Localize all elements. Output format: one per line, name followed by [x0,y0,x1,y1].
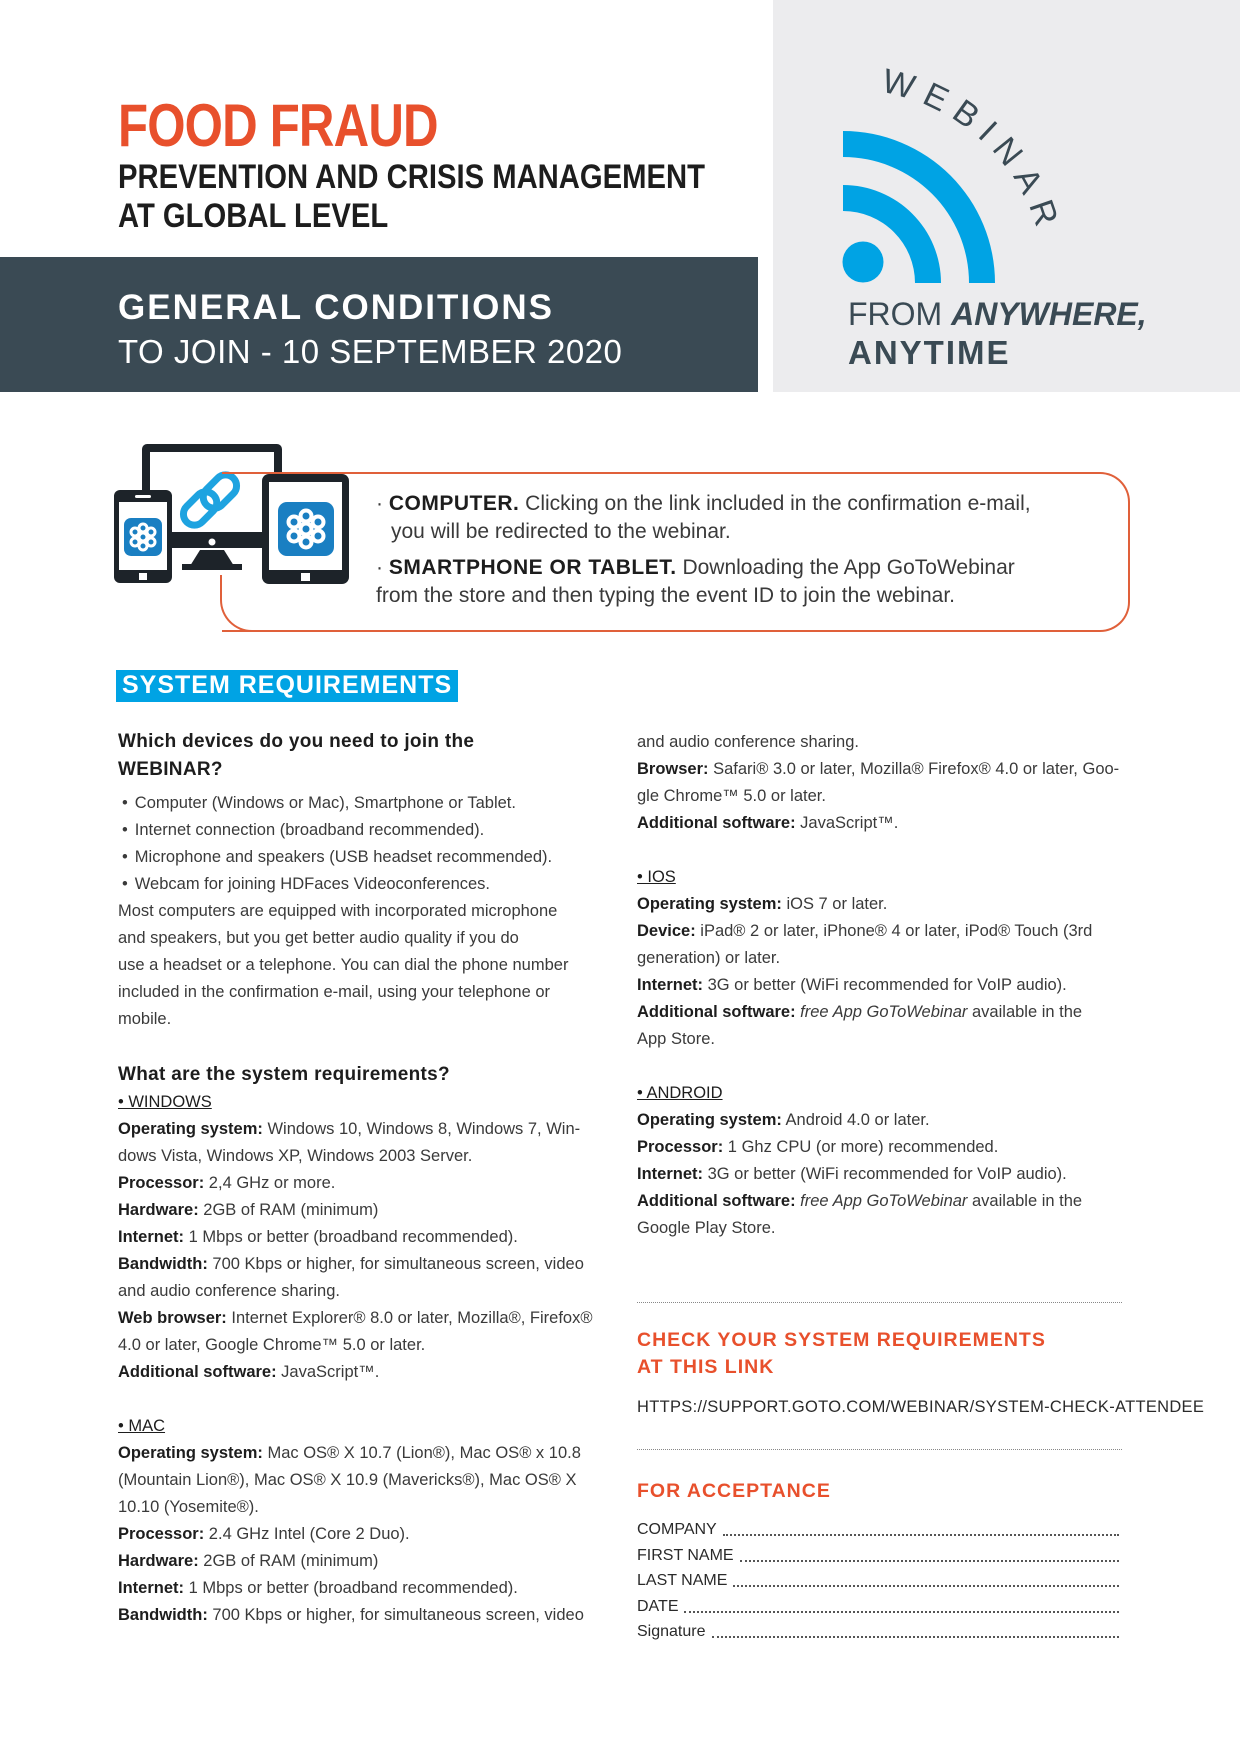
signature-field[interactable] [637,1619,1119,1645]
acceptance-heading: FOR ACCEPTANCE [637,1480,831,1502]
windows-processor [118,1170,598,1197]
devices-note-4: included in the confirmation e-mail, using your telephone or [118,983,550,1001]
requirements-left-column [118,728,598,1629]
signature-fill-line[interactable] [712,1619,1120,1638]
windows-bandwidth-value-1: 700 Kbps or higher, for simultaneous screen, video [207,1255,584,1273]
conditions-title: GENERAL CONDITIONS [118,288,554,327]
conditions-subtitle: TO JOIN - 10 SEPTEMBER 2020 [118,333,623,370]
mac-hardware-value: 2GB of RAM (minimum) [198,1552,379,1570]
mac-os-value-2: (Mountain Lion®), Mac OS® X 10.9 (Mavericks®), Mac OS® X [118,1471,577,1489]
devices-note-5: mobile. [118,1010,172,1028]
company-label: COMPANY [637,1521,717,1538]
mac-os-value-1: Mac OS® X 10.7 (Lion®), Mac OS® x 10.8 [262,1444,581,1462]
android-processor-label: Processor: [637,1138,724,1156]
devices-list [118,790,598,898]
first-name-label: FIRST NAME [637,1546,734,1564]
company-field[interactable] [637,1517,1119,1543]
join-mobile: · SMARTPHONE OR TABLET. Downloading the App GoToWebinar from the store and then typing the event ID to join the webinar. [376,556,1015,607]
windows-browser-value-1: Internet Explorer® 8.0 or later, Mozilla®, Firefox® [226,1309,593,1327]
join-mobile-label: SMARTPHONE OR TABLET. [388,556,677,579]
mac-software-value: JavaScript™. [795,814,899,832]
tagline-line-1 [848,298,1147,332]
mac-bandwidth [118,1602,598,1629]
windows-hardware-value: 2GB of RAM (minimum) [198,1201,379,1219]
windows-software [118,1359,598,1386]
mac-browser-label: Browser: [637,760,709,778]
mac-processor [118,1521,598,1548]
devices-note-2: and speakers, but you get better audio quality if you do [118,929,519,947]
event-subtitle-line-2: AT GLOBAL LEVEL [118,197,389,235]
join-computer-text-2: you will be redirected to the webinar. [391,520,731,543]
date-fill-line[interactable] [684,1594,1119,1613]
join-computer: · COMPUTER. Clicking on the link included in the confirmation e-mail, you will be redirected to the webinar. [376,492,1031,543]
windows-hardware-label: Hardware: [118,1201,199,1219]
ios-device [637,918,1122,945]
android-processor [637,1134,1122,1161]
check-title-2: AT THIS LINK [637,1356,775,1378]
ios-internet [637,972,1122,999]
device-item: • Microphone and speakers (USB headset recommended). [134,844,598,871]
ios-internet-value: 3G or better (WiFi recommended for VoIP audio). [703,976,1067,994]
join-computer-text-1: Clicking on the link included in the confirmation e-mail, [519,492,1031,515]
windows-bandwidth [118,1251,598,1278]
android-internet [637,1161,1122,1188]
join-computer-label: COMPUTER. [388,492,520,515]
first-name-fill-line[interactable] [740,1543,1119,1562]
android-os [637,1107,1122,1134]
android-os-label: Operating system: [637,1111,782,1129]
windows-bandwidth-label: Bandwidth: [118,1255,208,1273]
requirements-heading: What are the system requirements? [118,1064,450,1085]
last-name-field[interactable] [637,1568,1119,1594]
windows-browser-label: Web browser: [118,1309,227,1327]
android-software-label: Additional software: [637,1192,796,1210]
mac-hardware-label: Hardware: [118,1552,199,1570]
android-software-value-2: Google Play Store. [637,1219,776,1237]
mac-bandwidth-value-1: 700 Kbps or higher, for simultaneous screen, video [207,1606,584,1624]
windows-os-value-1: Windows 10, Windows 8, Windows 7, Win- [262,1120,581,1138]
windows-os-label: Operating system: [118,1120,263,1138]
android-internet-label: Internet: [637,1165,703,1183]
android-title: • ANDROID [637,1084,723,1102]
last-name-label: LAST NAME [637,1572,728,1589]
ios-device-label: Device: [637,922,696,940]
android-software-value-1: available in the [967,1192,1083,1210]
devices-note-1: Most computers are equipped with incorporated microphone [118,902,558,920]
last-name-fill-line[interactable] [733,1568,1119,1587]
device-item: • Computer (Windows or Mac), Smartphone or Tablet. [134,790,598,817]
ios-software [637,999,1122,1026]
devices-heading-2: WEBINAR? [118,759,223,780]
ios-device-value-2: generation) or later. [637,949,781,967]
smartphone-icon [114,490,172,583]
ios-software-value-2: App Store. [637,1030,715,1048]
signature-label: Signature [637,1623,706,1640]
mac-processor-value: 2.4 GHz Intel (Core 2 Duo). [204,1525,410,1543]
divider [637,1449,1122,1450]
wifi-dot [843,242,884,283]
devices-note-3: use a headset or a telephone. You can dial the phone number [118,956,569,974]
tagline-anywhere: ANYWHERE, [951,296,1147,332]
join-mobile-text-1: Downloading the App GoToWebinar [676,556,1015,579]
windows-os-value-2: dows Vista, Windows XP, Windows 2003 Server. [118,1147,473,1165]
requirements-right-column [637,729,1122,1242]
tagline-anytime: ANYTIME [848,334,1011,371]
divider [637,1302,1122,1303]
windows-processor-value: 2,4 GHz or more. [204,1174,336,1192]
check-title-1: CHECK YOUR SYSTEM REQUIREMENTS [637,1329,1046,1351]
ios-software-value-1: available in the [967,1003,1083,1021]
mac-browser-value-1: Safari® 3.0 or later, Mozilla® Firefox® 4.0 or later, Goo- [708,760,1120,778]
ios-title: • IOS [637,868,676,886]
android-software [637,1188,1122,1215]
windows-browser-value-2: 4.0 or later, Google Chrome™ 5.0 or later. [118,1336,426,1354]
webinar-wifi-icon [773,0,1240,300]
mac-internet-value: 1 Mbps or better (broadband recommended). [184,1579,518,1597]
system-check-link[interactable]: HTTPS://SUPPORT.GOTO.COM/WEBINAR/SYSTEM-CHECK-ATTENDEE [637,1398,1205,1416]
windows-hardware [118,1197,598,1224]
mac-bandwidth-value-2: and audio conference sharing. [637,733,859,751]
devices-heading-1: Which devices do you need to join the [118,731,475,752]
mac-software-label: Additional software: [637,814,796,832]
ios-software-label: Additional software: [637,1003,796,1021]
windows-software-label: Additional software: [118,1363,277,1381]
tagline-from: FROM [848,296,952,332]
mac-browser [637,756,1122,783]
mac-bandwidth-label: Bandwidth: [118,1606,208,1624]
windows-processor-label: Processor: [118,1174,205,1192]
mac-hardware [118,1548,598,1575]
mac-internet [118,1575,598,1602]
date-label: DATE [637,1597,679,1615]
ios-device-value-1: iPad® 2 or later, iPhone® 4 or later, iPod® Touch (3rd [695,922,1093,940]
mac-os-label: Operating system: [118,1444,263,1462]
mac-processor-label: Processor: [118,1525,205,1543]
windows-os [118,1116,598,1143]
mac-os [118,1440,598,1467]
ios-software-app: free App GoToWebinar [795,1003,968,1021]
mac-os-value-3: 10.10 (Yosemite®). [118,1498,259,1516]
android-os-value: Android 4.0 or later. [781,1111,930,1129]
check-requirements-heading [637,1327,1046,1381]
first-name-field[interactable] [637,1543,1119,1569]
webinar-arc-text: WEBINAR [878,61,1069,241]
android-software-app: free App GoToWebinar [795,1192,968,1210]
mac-browser-value-2: gle Chrome™ 5.0 or later. [637,787,826,805]
android-internet-value: 3G or better (WiFi recommended for VoIP audio). [703,1165,1067,1183]
windows-software-value: JavaScript™. [276,1363,380,1381]
event-subtitle-line-1: PREVENTION AND CRISIS MANAGEMENT [118,158,706,196]
mac-internet-label: Internet: [118,1579,184,1597]
windows-internet-value: 1 Mbps or better (broadband recommended). [184,1228,518,1246]
mac-software [637,810,1122,837]
event-title: FOOD FRAUD [118,92,438,159]
windows-internet-label: Internet: [118,1228,184,1246]
date-field[interactable] [637,1594,1119,1620]
device-item: • Webcam for joining HDFaces Videoconferences. [134,871,598,898]
windows-browser [118,1305,598,1332]
windows-bandwidth-value-2: and audio conference sharing. [118,1282,340,1300]
ios-os [637,891,1122,918]
windows-title: • WINDOWS [118,1093,212,1111]
system-requirements-heading: SYSTEM REQUIREMENTS [116,670,458,702]
android-processor-value: 1 Ghz CPU (or more) recommended. [723,1138,999,1156]
windows-internet [118,1224,598,1251]
company-fill-line[interactable] [723,1517,1119,1536]
ios-os-value: iOS 7 or later. [781,895,888,913]
ios-internet-label: Internet: [637,976,703,994]
acceptance-form [637,1517,1119,1645]
ios-os-label: Operating system: [637,895,782,913]
join-methods-text [376,490,1096,618]
device-item: • Internet connection (broadband recommended). [134,817,598,844]
join-mobile-text-2: from the store and then typing the event ID to join the webinar. [376,584,956,607]
mac-title: • MAC [118,1417,166,1435]
